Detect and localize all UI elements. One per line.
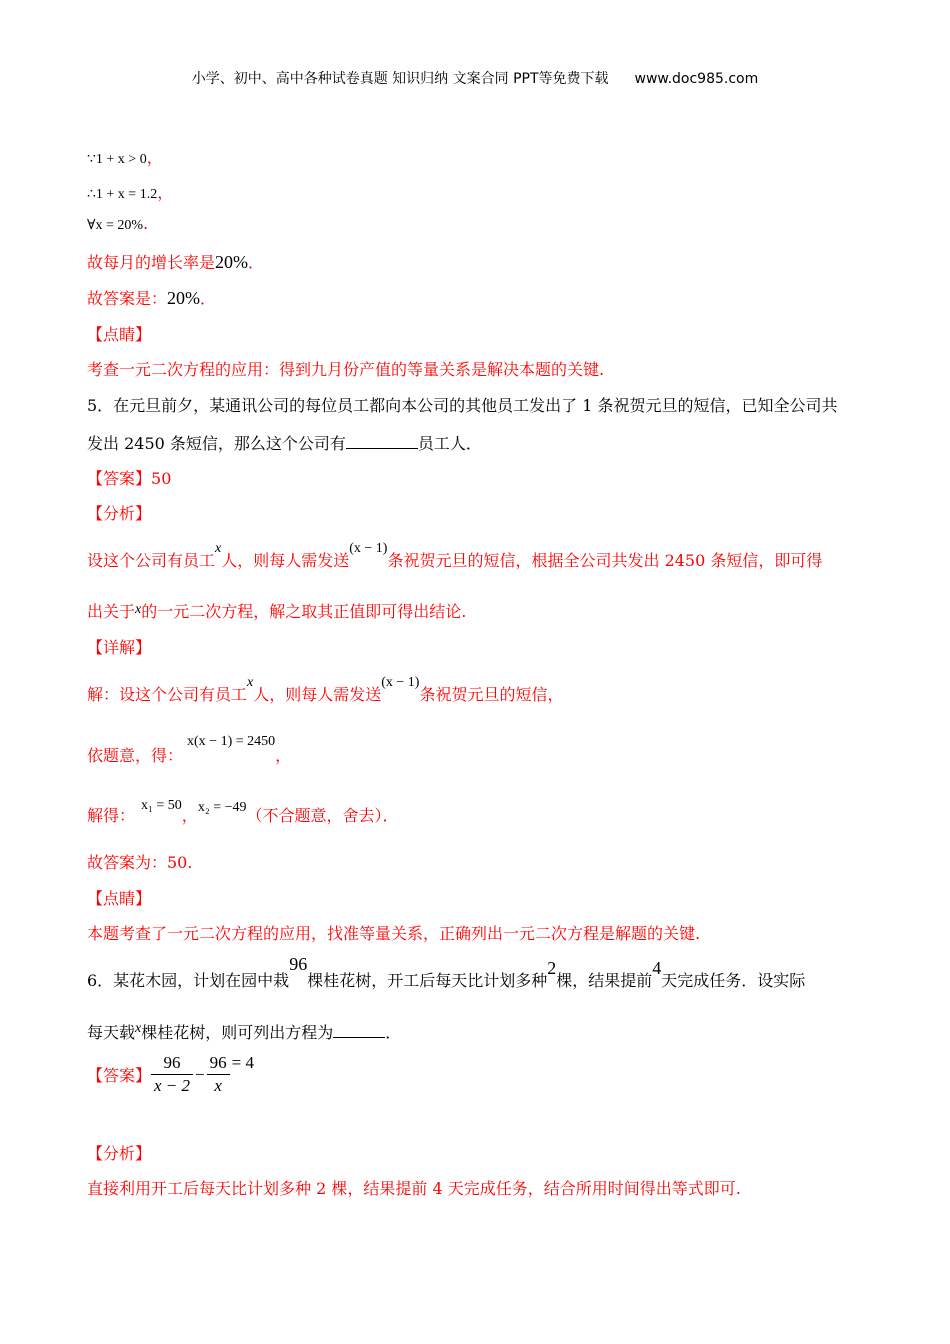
punct: ． [385, 1023, 402, 1042]
text: （不合题意，舍去）． [246, 806, 399, 825]
q6-line-2 [87, 1020, 401, 1043]
math-expr: 20% [215, 252, 249, 272]
punct: . [143, 214, 149, 233]
text: 人，则每人需发送 [221, 551, 350, 570]
text: 人，则每人需发送 [253, 685, 382, 704]
text: 6．某花木园，计划在园中栽 [87, 971, 290, 990]
punct: ， [275, 746, 292, 765]
q5-dianjing-heading: 【点睛】 [87, 889, 152, 908]
text: 依题意，得： [87, 746, 184, 765]
text: 出关于 [87, 602, 136, 621]
math-expr: 20% [167, 288, 201, 308]
q5-xiangjie-line-1 [87, 675, 564, 705]
q5-fenxi-line-1 [87, 541, 823, 571]
fraction-1 [151, 1052, 193, 1097]
punct: ， [181, 806, 198, 825]
q5-xiangjie-line-2 [87, 734, 292, 766]
page-header [0, 68, 950, 88]
fraction-2 [207, 1052, 230, 1097]
text: 员工人． [417, 434, 482, 453]
text: 设这个公司有员工 [87, 551, 216, 570]
answer-equation [151, 1052, 254, 1097]
text: 发出 2450 条短信，那么这个公司有 [87, 434, 346, 453]
answer-label: 【答案】 [87, 469, 152, 488]
text: 的一元二次方程，解之取其正值即可得出结论. [141, 602, 467, 621]
math-number: 4 [652, 958, 662, 978]
text: 条祝贺元旦的短信，根据全公司共发出 2450 条短信，即可得 [387, 551, 823, 570]
math-var: x [135, 1021, 142, 1036]
text: 解：设这个公司有员工 [87, 685, 248, 704]
answer-line [87, 286, 216, 309]
math-number: 96 [289, 954, 308, 974]
q6-fenxi-heading: 【分析】 [87, 1144, 152, 1163]
text: 故答案是： [87, 289, 168, 308]
punct: ． [248, 253, 265, 272]
text: 解得： [87, 806, 136, 825]
dianjing-text-1: 考查一元二次方程的应用：得到九月份产值的等量关系是解决本题的关键. [87, 360, 605, 379]
fraction-denominator: x [214, 1076, 222, 1095]
q6-answer [87, 1052, 254, 1097]
text: 条祝贺元旦的短信， [419, 685, 564, 704]
answer-value: 50 [151, 469, 172, 488]
math-expr: ∴1 + x = 1.2 [87, 187, 158, 202]
growth-rate-line [87, 250, 264, 273]
text: 天完成任务．设实际 [661, 971, 806, 990]
dianjing-heading-1: 【点睛】 [87, 325, 152, 344]
punct: ， [157, 183, 174, 202]
header-text: 小学、初中、高中各种试卷真题 知识归纳 文案合同 PPT等免费下载 [191, 71, 609, 87]
math-line-3 [87, 214, 148, 234]
answer-label: 【答案】 [87, 1066, 152, 1085]
math-expr: x₁ = 50 [141, 798, 182, 813]
math-expr: (x − 1) [381, 675, 420, 690]
q5-fenxi-heading: 【分析】 [87, 504, 152, 523]
minus-sign: − [195, 1064, 205, 1084]
math-expr: x(x − 1) = 2450 [187, 734, 276, 749]
math-expr: ∀x = 20% [87, 218, 144, 233]
q6-fenxi-text: 直接利用开工后每天比计划多种 2 棵，结果提前 4 天完成任务，结合所用时间得出等式即可. [87, 1179, 741, 1198]
fraction-numerator: 96 [151, 1052, 193, 1075]
punct: ， [146, 148, 163, 167]
q5-line-2 [87, 431, 482, 454]
q5-xiangjie-heading: 【详解】 [87, 638, 152, 657]
punct: ． [200, 289, 217, 308]
q5-fenxi-line-2 [87, 599, 466, 622]
q6-line-1 [87, 954, 806, 991]
q5-xiangjie-line-3 [87, 798, 399, 826]
math-line-2 [87, 180, 173, 203]
text: 棵桂花树，则可列出方程为 [141, 1023, 334, 1042]
q5-line-1: 5．在元旦前夕，某通讯公司的每位员工都向本公司的其他员工发出了 1 条祝贺元旦的短信，已知全公司共 [87, 396, 838, 415]
math-var: x [215, 541, 222, 556]
text: 故每月的增长率是 [87, 253, 216, 272]
math-number: 2 [547, 958, 557, 978]
text: 棵桂花树，开工后每天比计划多种 [307, 971, 548, 990]
math-expr: ∵1 + x > 0 [87, 152, 147, 167]
answer-blank [333, 1023, 385, 1038]
equals-value: = 4 [231, 1052, 254, 1072]
text: 每天载 [87, 1023, 136, 1042]
q5-dianjing-text: 本题考查了一元二次方程的应用，找准等量关系，正确列出一元二次方程是解题的关键. [87, 924, 701, 943]
math-var: x [135, 602, 142, 617]
q5-answer [87, 466, 171, 489]
math-var: x [247, 675, 254, 690]
math-expr: (x − 1) [349, 541, 388, 556]
fraction-numerator: 96 [207, 1052, 230, 1075]
math-expr: x₂ = −49 [197, 800, 247, 815]
math-line-1 [87, 145, 163, 168]
q5-xiangjie-line-4: 故答案为：50. [87, 853, 193, 872]
answer-blank [346, 434, 418, 449]
text: 棵，结果提前 [556, 971, 653, 990]
header-url[interactable]: www.doc985.com [634, 71, 759, 87]
fraction-denominator: x − 2 [154, 1076, 191, 1095]
